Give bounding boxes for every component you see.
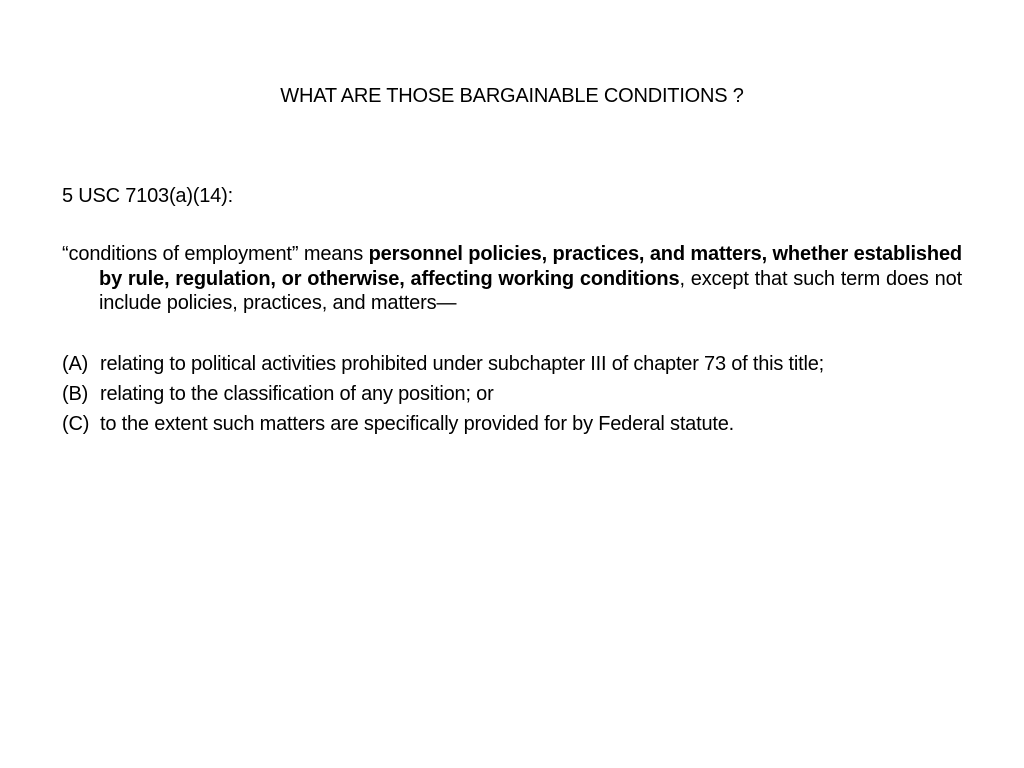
- list-item: [62, 352, 962, 382]
- definition-tail: , except that such term does not include policies, practices, and matters—: [99, 267, 962, 314]
- definition-lead: “conditions of employment” means: [62, 243, 369, 265]
- exclusions-list: [62, 352, 962, 442]
- definition-paragraph: [62, 242, 962, 316]
- slide-title: WHAT ARE THOSE BARGAINABLE CONDITIONS ?: [280, 85, 744, 107]
- list-item: [62, 382, 962, 412]
- statute-citation: 5 USC 7103(a)(14):: [62, 185, 233, 207]
- list-item-text: relating to the classification of any position; or: [100, 383, 494, 405]
- list-item-marker: (C): [62, 413, 90, 435]
- list-item-marker: (B): [62, 383, 89, 405]
- list-item: [62, 412, 962, 442]
- list-item-text: to the extent such matters are specifically provided for by Federal statute.: [100, 413, 735, 435]
- definition-emphasis: personnel policies, practices, and matters, whether established by rule, regulation, or otherwise, affecting working conditions: [99, 243, 962, 290]
- list-item-text: relating to political activities prohibited under subchapter III of chapter 73 of this title;: [100, 353, 825, 375]
- list-item-marker: (A): [62, 353, 89, 375]
